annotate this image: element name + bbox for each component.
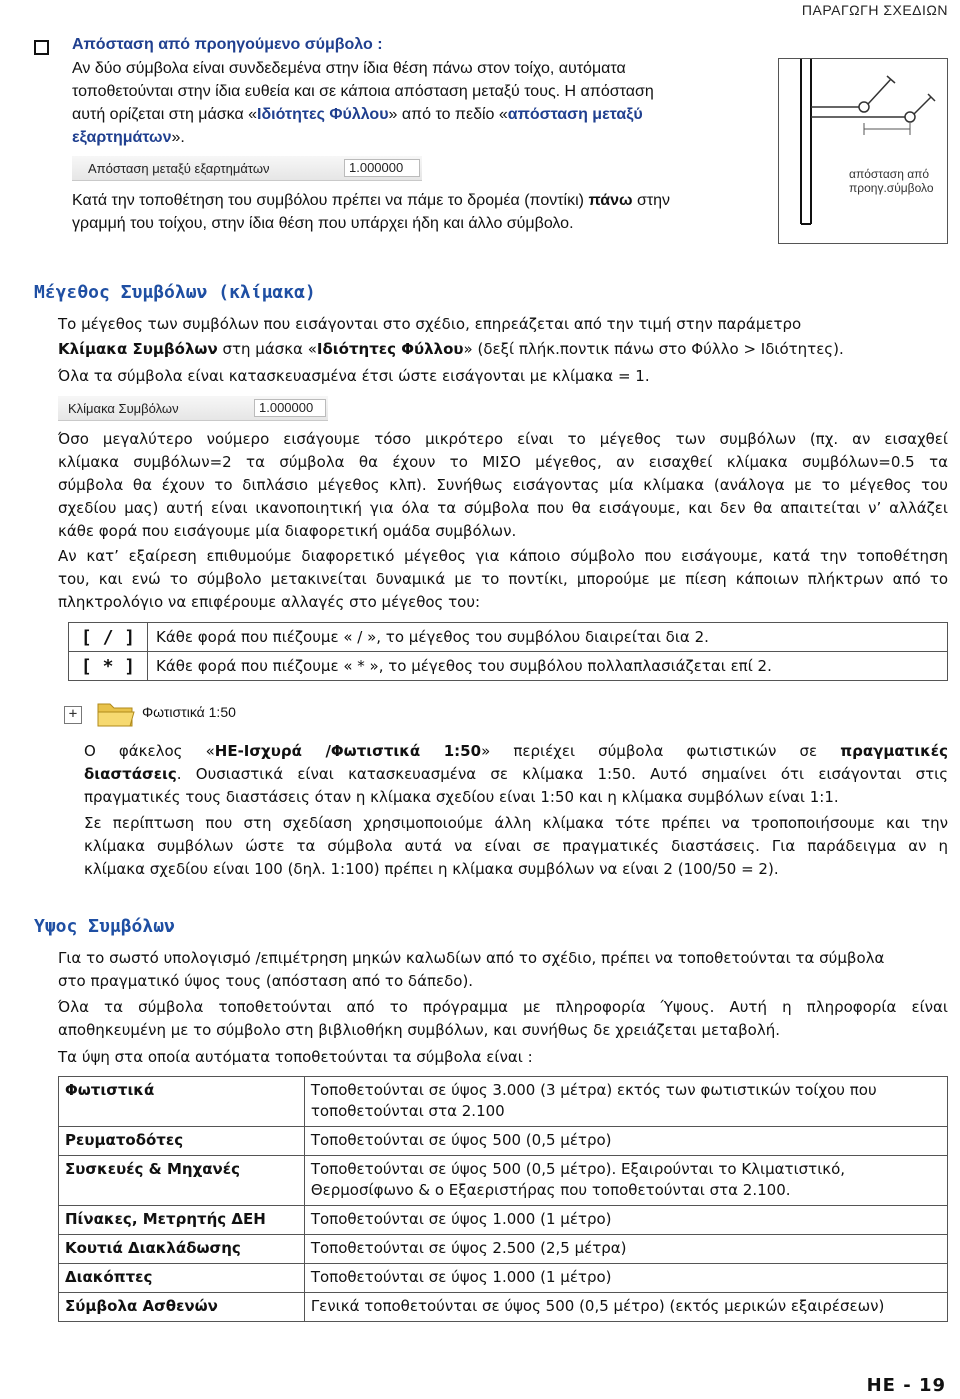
folder-p1	[84, 740, 948, 762]
wall-symbols-drawing	[779, 59, 947, 243]
size-p10: του, και ενώ το σύμβολο μετακινείται δυναμικά με το ποντίκι, μπορούμε με πίεση κάποιων πλήκτρων από το	[58, 570, 948, 588]
size-p6: σύμβολα θα έχουν το διπλάσιο μέγεθος κλπ). Συνήθως εισάγοντας μία κλίμακα (ανάλογα με το μέγεθος του	[58, 476, 948, 494]
field-ref: απόσταση μεταξύ	[507, 106, 643, 123]
size-p2	[58, 338, 844, 360]
height-p4: αποθηκευμένη με το σύμβολο στη βιβλιοθήκη συμβόλων, και συνήθως δε χρειάζεται μεταβολή.	[58, 1021, 780, 1039]
text: Κατά την τοποθέτηση του συμβόλου πρέπει να πάμε το δρομέα (ποντίκι)	[72, 192, 589, 209]
spacing-figure	[778, 58, 948, 244]
text-bold: πραγματικές	[840, 742, 949, 760]
text: » από το πεδίο «	[388, 106, 508, 123]
row-desc: Τοποθετούνται σε ύψος 500 (0,5 μέτρο)	[304, 1127, 947, 1156]
row-desc	[304, 1077, 947, 1127]
figure-caption-line-1: απόσταση από	[849, 167, 930, 181]
size-p7: σχεδίου μας) αυτή είναι ικανοποιητική για όλα τα σύμβολα που θα εισάγουμε, και δεν θα απαιτείται ν’ αλλάζει	[58, 499, 948, 517]
text-bold: πάνω	[588, 192, 633, 209]
text: ».	[171, 129, 185, 146]
height-p3: Όλα τα σύμβολα τοποθετούνται από το πρόγραμμα με πληροφορία Ύψους. Αυτή η πληροφορία είναι	[58, 998, 948, 1016]
row-desc: Τοποθετούνται σε ύψος 1.000 (1 μέτρο)	[304, 1206, 947, 1235]
spacing-line-6: γραμμή του τοίχου, στην ίδια θέση που υπάρχει ήδη και άλλο σύμβολο.	[72, 215, 574, 232]
row-desc: Τοποθετούνται σε ύψος 2.500 (2,5 μέτρα)	[304, 1235, 947, 1264]
page-number: ΗΕ - 19	[866, 1375, 946, 1396]
row-desc-line: Θερμοσίφωνο & ο Εξαεριστήρας που τοποθετούνται στα 2.100.	[310, 1181, 791, 1199]
folder-icon	[96, 698, 136, 728]
text-bold: Κλίμακα Συμβόλων	[58, 340, 218, 358]
text: . Ουσιαστικά είναι κατασκευασμένα σε κλίμακα 1:50. Αυτό σημαίνει ότι εισάγονται στις	[176, 765, 948, 783]
spacing-field-row	[72, 156, 422, 181]
field-ref: εξαρτημάτων	[72, 129, 172, 146]
table-row	[59, 1077, 948, 1127]
scale-field-row	[58, 396, 328, 421]
row-name: Ρευματοδότες	[59, 1127, 305, 1156]
size-p8: κάθε φορά που εισάγουμε μία διαφορετική ομάδα συμβόλων.	[58, 522, 517, 540]
text-bold: ΗΕ-Ισχυρά /Φωτιστικά 1:50	[214, 742, 482, 760]
text-bold: διαστάσεις	[84, 765, 177, 783]
table-row	[59, 1235, 948, 1264]
spacing-line-5	[72, 190, 670, 212]
height-heading: Υψος Συμβόλων	[34, 916, 175, 937]
key-desc: Κάθε φορά που πιέζουμε « * », το μέγεθος του συμβόλου πολλαπλασιάζεται επί 2.	[148, 652, 948, 681]
text: » περιέχει σύμβολα φωτιστικών σε	[481, 742, 841, 760]
row-name: Κουτιά Διακλάδωσης	[59, 1235, 305, 1264]
size-p1: Το μέγεθος των συμβόλων που εισάγονται στο σχέδιο, επηρεάζεται από την τιμή στην παράμετρο	[58, 315, 802, 333]
key-multiply: [ * ]	[69, 652, 148, 681]
key-desc: Κάθε φορά που πιέζουμε « / », το μέγεθος του συμβόλου διαιρείται δια 2.	[148, 623, 948, 652]
spacing-field-label: Απόσταση μεταξύ εξαρτημάτων	[88, 161, 270, 176]
text: » (δεξί πλήκ.ποντικ πάνω στο Φύλλο > Ιδιότητες).	[463, 340, 844, 358]
text: στην	[632, 192, 671, 209]
row-desc	[304, 1156, 947, 1206]
table-row	[59, 1156, 948, 1206]
row-name: Πίνακες, Μετρητής ΔΕΗ	[59, 1206, 305, 1235]
size-p5: κλίμακα συμβόλων=2 τα σύμβολα θα έχουν το ΜΙΣΟ μέγεθος, αν εισαχθεί κλίμακα συμβόλων=0.5 τα	[58, 453, 948, 471]
table-row	[69, 652, 948, 681]
size-p11: πληκτρολόγιο να επιφέρουμε αλλαγές στο μέγεθος του:	[58, 593, 481, 611]
height-p5: Τα ύψη στα οποία αυτόματα τοποθετούνται τα σύμβολα είναι :	[58, 1048, 533, 1066]
text: Ο φάκελος «	[84, 742, 215, 760]
table-row	[59, 1206, 948, 1235]
text: αυτή ορίζεται στη μάσκα «	[72, 106, 258, 123]
spacing-line-3	[72, 104, 643, 126]
folder-p2	[84, 763, 948, 785]
figure-caption	[849, 167, 934, 195]
row-name: Σύμβολα Ασθενών	[59, 1293, 305, 1322]
folder-p6: κλίμακα σχεδίου είναι 100 (δηλ. 1:100) πρέπει η κλίμακα συμβόλων να είναι 2 (100/50 = 2).	[84, 860, 779, 878]
height-p2: στο πραγματικό ύψος τους (απόσταση από το δάπεδο).	[58, 972, 474, 990]
spacing-line-4	[72, 127, 185, 149]
heights-table	[58, 1076, 948, 1322]
text-bold: Ιδιότητες Φύλλου	[316, 340, 464, 358]
keys-table	[68, 622, 948, 681]
spacing-field-value[interactable]: 1.000000	[344, 159, 420, 177]
row-name: Διακόπτες	[59, 1264, 305, 1293]
table-row	[59, 1127, 948, 1156]
size-p9: Αν κατ’ εξαίρεση επιθυμούμε διαφορετικό μέγεθος για κάποιο σύμβολο που εισάγουμε, κατά την τοποθέτηση	[58, 547, 948, 565]
folder-p4: Σε περίπτωση που στη σχεδίαση χρησιμοποιούμε άλλη κλίμακα τότε πρέπει να τροποποιήσουμε και την	[84, 814, 948, 832]
table-row	[69, 623, 948, 652]
row-desc-line: Τοποθετούνται σε ύψος 500 (0,5 μέτρο). Εξαιρούνται το Κλιματιστικό,	[310, 1160, 846, 1178]
spacing-title: Απόσταση από προηγούμενο σύμβολο :	[72, 36, 383, 53]
folder-label[interactable]: Φωτιστικά 1:50	[142, 704, 236, 720]
expand-plus-icon[interactable]: +	[64, 706, 82, 724]
key-divide: [ / ]	[69, 623, 148, 652]
row-desc-line: Τοποθετούνται σε ύψος 3.000 (3 μέτρα) εκτός των φωτιστικών τοίχου που	[310, 1081, 877, 1099]
row-desc-line: τοποθετούνται στα 2.100	[310, 1102, 505, 1120]
row-name: Συσκευές & Μηχανές	[59, 1156, 305, 1206]
section-header: ΠΑΡΑΓΩΓΗ ΣΧΕΔΙΩΝ	[801, 2, 948, 18]
figure-caption-line-2: προηγ.σύμβολο	[849, 181, 934, 195]
spacing-line-2: τοποθετούνται στην ίδια ευθεία και σε κάποια απόσταση μεταξύ τους. Η απόσταση	[72, 83, 654, 100]
size-p3: Όλα τα σύμβολα είναι κατασκευασμένα έτσι ώστε εισάγονται με κλίμακα = 1.	[58, 367, 650, 385]
table-row	[59, 1264, 948, 1293]
folder-p3: πραγματικές τους διαστάσεις όταν η κλίμακα σχεδίου είναι 1:50 και η κλίμακα συμβόλων είναι 1:1.	[84, 788, 839, 806]
folder-p5: κλίμακα συμβόλων ώστε τα σύμβολα αυτά να είναι σε πραγματικές διαστάσεις. Για παράδειγμα αν η	[84, 837, 948, 855]
row-name: Φωτιστικά	[59, 1077, 305, 1127]
checkbox-icon	[34, 40, 49, 55]
height-p1: Για το σωστό υπολογισμό /επιμέτρηση μηκών καλωδίων από το σχέδιο, πρέπει να τοποθετούνται τα σύμβολα	[58, 949, 885, 967]
text: στη μάσκα «	[217, 340, 317, 358]
table-row	[59, 1293, 948, 1322]
scale-field-label: Κλίμακα Συμβόλων	[68, 401, 179, 416]
spacing-line-1: Αν δύο σύμβολα είναι συνδεδεμένα στην ίδια θέση πάνω στον τοίχο, αυτόματα	[72, 60, 626, 77]
scale-field-value[interactable]: 1.000000	[254, 399, 326, 417]
row-desc: Τοποθετούνται σε ύψος 1.000 (1 μέτρο)	[304, 1264, 947, 1293]
sheet-properties-ref: Ιδιότητες Φύλλου	[257, 106, 389, 123]
size-heading: Μέγεθος Συμβόλων (κλίμακα)	[34, 282, 316, 303]
row-desc: Γενικά τοποθετούνται σε ύψος 500 (0,5 μέτρο) (εκτός μερικών εξαιρέσεων)	[304, 1293, 947, 1322]
size-p4: Όσο μεγαλύτερο νούμερο εισάγουμε τόσο μικρότερο είναι το μέγεθος των συμβόλων (πχ. αν εισαχθεί	[58, 430, 948, 448]
